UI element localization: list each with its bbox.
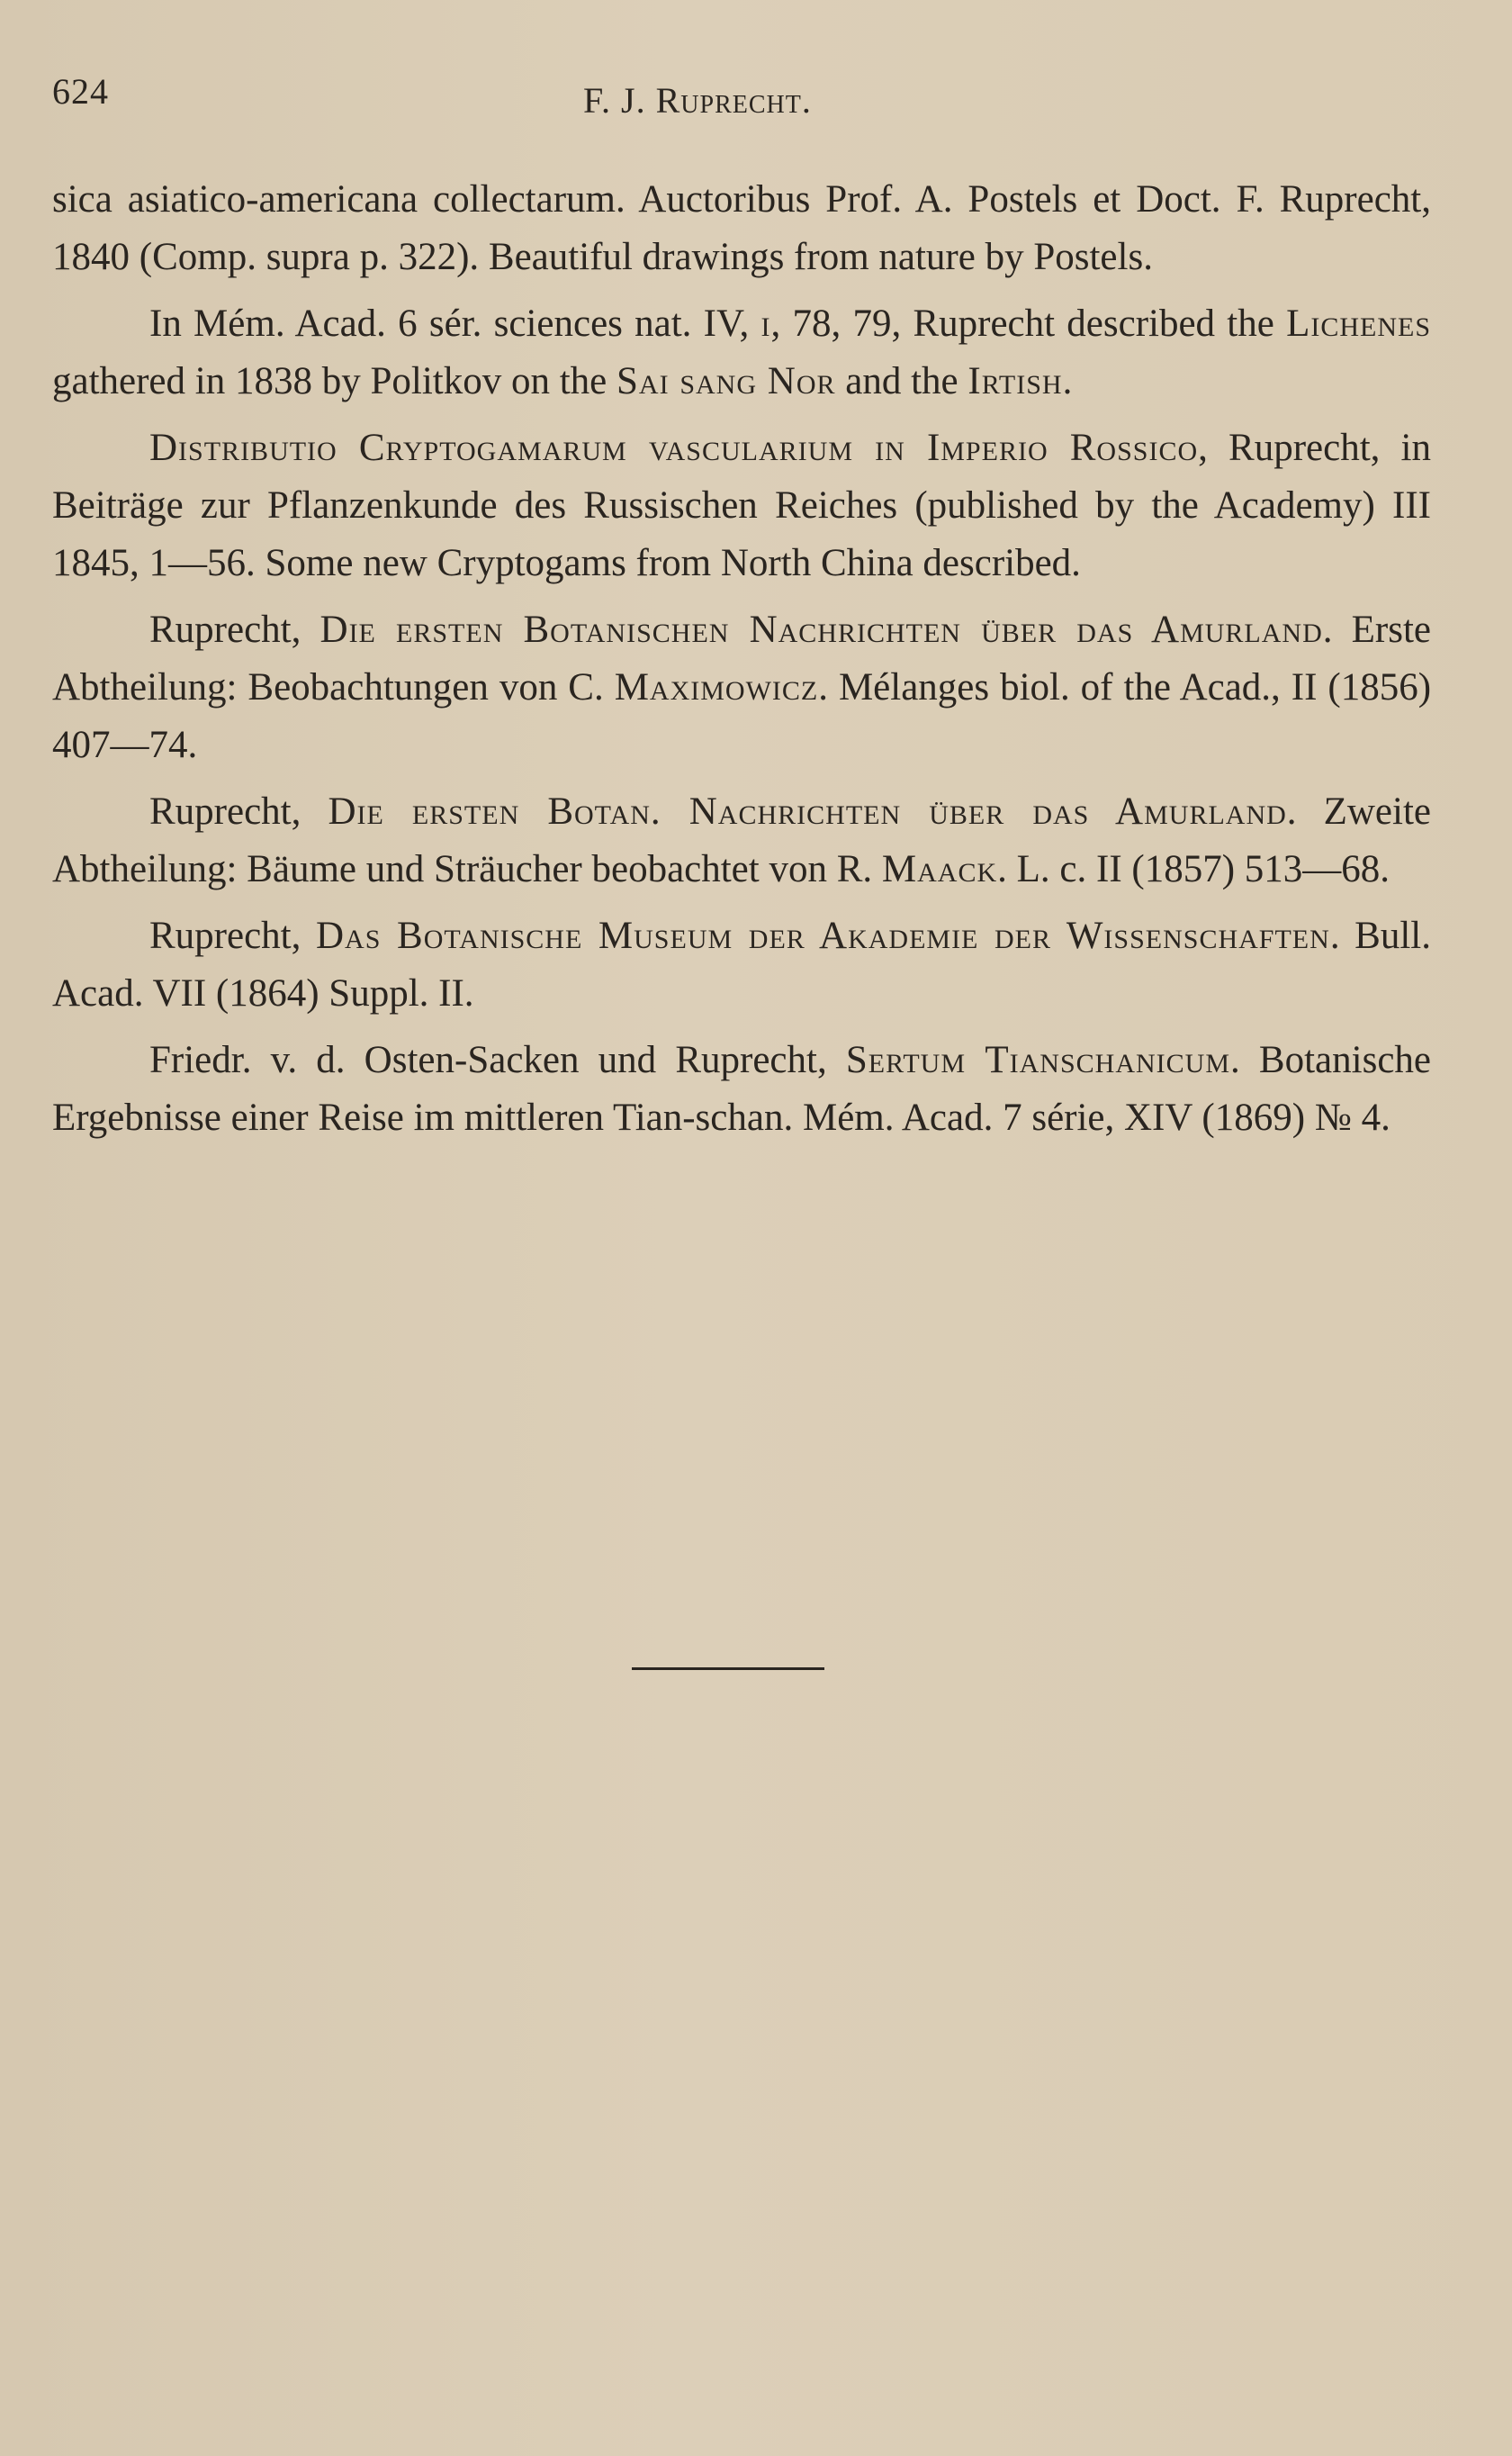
running-head-surname: Ruprecht. [655,80,812,121]
running-head-initials: F. J. [583,80,656,121]
small-caps-segment: Das Botanische Museum der Akademie der Wissenschaften [316,915,1330,957]
small-caps-segment: Die ersten Botan. Nachrichten über das Amurland [328,790,1287,833]
text-segment: . Bull. Acad. VII (1864) Suppl. II. [52,915,1432,1015]
text-segment: . Zweite Abtheilung: Bäume und Sträucher beobachtet von R. [52,790,1431,890]
section-divider-rule [632,1667,824,1670]
text-segment: . [1062,360,1073,402]
text-segment: gathered in 1838 by Politkov on the [52,360,617,402]
document-body [52,171,1431,1156]
text-segment: , Ruprecht, in Beiträge zur Pflanzenkunde des Russischen Reiches (published by the Academy) III 1845, 1—56. Some new Cryptogams from North China described. [52,427,1431,584]
text-segment: . L. c. II (1857) 513—68. [997,848,1390,890]
paragraph-sertum [52,1032,1431,1147]
running-head [583,79,812,122]
text-segment: Ruprecht, [149,915,316,957]
text-segment: and the [835,360,968,402]
small-caps-segment: i [760,302,771,345]
page-number: 624 [52,71,109,112]
paragraph-botanische-museum [52,907,1431,1023]
text-segment: In Mém. Acad. 6 sér. sciences nat. IV, [149,302,761,345]
text-segment: Friedr. v. d. Osten-Sacken und Ruprecht, [149,1039,846,1081]
small-caps-segment: Sertum Tianschanicum [845,1039,1230,1081]
paragraph-distributio [52,420,1431,592]
text-segment: . Mélanges biol. of the Acad., II (1856) 407—74. [52,666,1432,766]
small-caps-segment: Distributio Cryptogamarum vascularium in Imperio Rossico [149,427,1199,469]
paragraph-text: sica asiatico-americana collectarum. Auctoribus Prof. A. Postels et Doct. F. Ruprecht, 1840 (Comp. supra p. 322). Beautiful drawings from nature by Postels. [52,178,1431,278]
text-segment: Ruprecht, [149,790,328,833]
paragraph-flora-rossica [52,171,1431,286]
paragraph-amurland-second [52,783,1431,898]
small-caps-segment: Lichenes [1286,302,1432,345]
text-segment: Ruprecht, [149,609,320,651]
small-caps-segment: Irtish [968,360,1063,402]
paragraph-lichenes [52,295,1431,411]
text-segment: , 78, 79, Ruprecht described the [770,302,1287,345]
text-segment: . Erste Abtheilung: Beobachtungen von C. [52,609,1431,709]
small-caps-segment: Maximowicz [614,666,819,709]
text-segment: . Botanische Ergebnisse einer Reise im mittleren Tian-schan. Mém. Acad. 7 série, XIV (1869) № 4. [52,1039,1431,1139]
small-caps-segment: Die ersten Botanischen Nachrichten über das Amurland [320,609,1323,651]
small-caps-segment: Sai sang Nor [616,360,836,402]
small-caps-segment: Maack [881,848,998,890]
paragraph-amurland-first [52,601,1431,774]
